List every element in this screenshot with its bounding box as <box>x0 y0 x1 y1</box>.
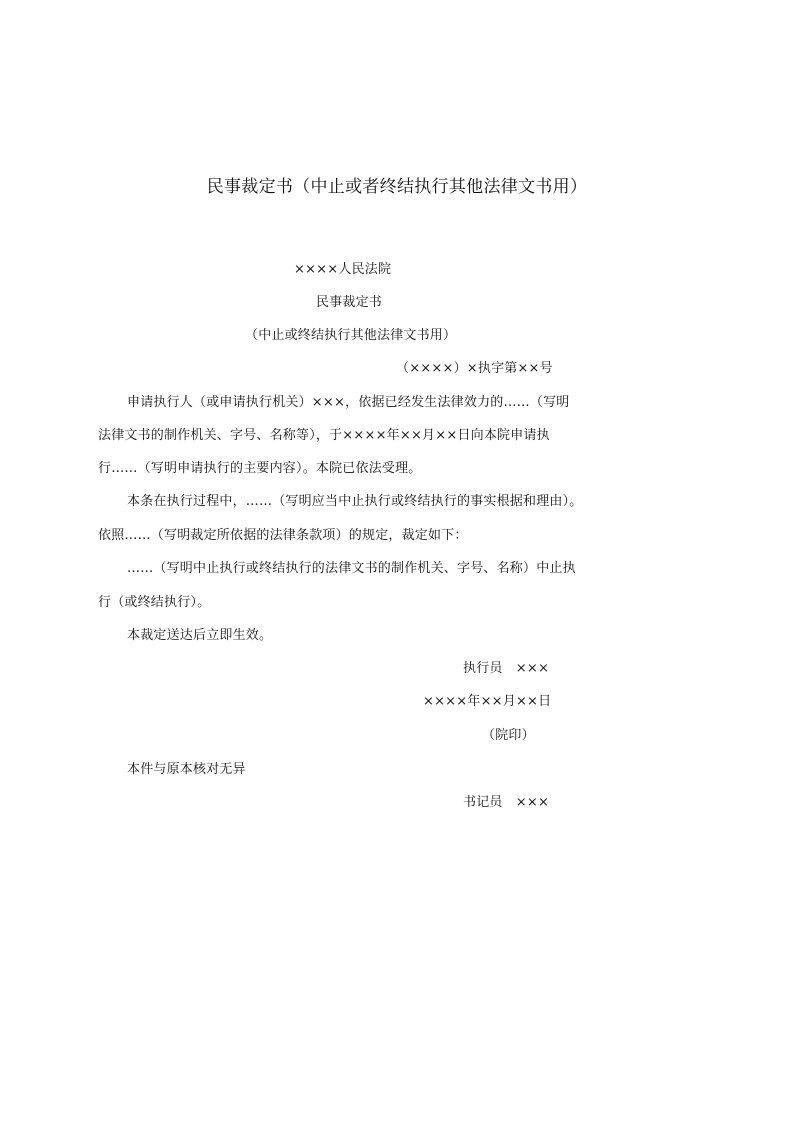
document-title: 民事裁定书（中止或者终结执行其他法律文书用） <box>206 177 588 197</box>
case-number: （××××）×执字第××号 <box>396 361 553 376</box>
signature-date: ××××年××月××日 <box>423 694 552 709</box>
executor-signature: 执行员 ××× <box>463 661 550 676</box>
paragraph-4-line-1: 本裁定送达后立即生效。 <box>127 628 273 643</box>
paragraph-2-line-1: 本条在执行过程中，……（写明应当中止执行或终结执行的事实根据和理由）。 <box>127 494 583 509</box>
verification-note: 本件与原本核对无异 <box>127 762 246 777</box>
court-seal: （院印） <box>482 728 535 743</box>
paragraph-2-line-2: 依照……（写明裁定所依据的法律条款项）的规定，裁定如下： <box>98 528 468 543</box>
doc-type-heading: 民事裁定书 <box>316 295 383 310</box>
court-name: ××××人民法院 <box>294 262 392 277</box>
paragraph-3-line-1: ……（写明中止执行或终结执行的法律文书的制作机关、字号、名称）中止执 <box>127 561 576 576</box>
paragraph-3-line-2: 行（或终结执行）。 <box>98 595 211 610</box>
clerk-signature: 书记员 ××× <box>463 795 550 810</box>
paragraph-1-line-2: 法律文书的制作机关、字号、名称等），于××××年××月××日向本院申请执 <box>98 428 550 443</box>
doc-subtitle: （中止或终结执行其他法律文书用） <box>245 328 457 343</box>
paragraph-1-line-1: 申请执行人（或申请执行机关）×××，依据已经发生法律效力的……（写明 <box>127 395 570 410</box>
paragraph-1-line-3: 行……（写明申请执行的主要内容）。本院已依法受理。 <box>98 461 422 476</box>
